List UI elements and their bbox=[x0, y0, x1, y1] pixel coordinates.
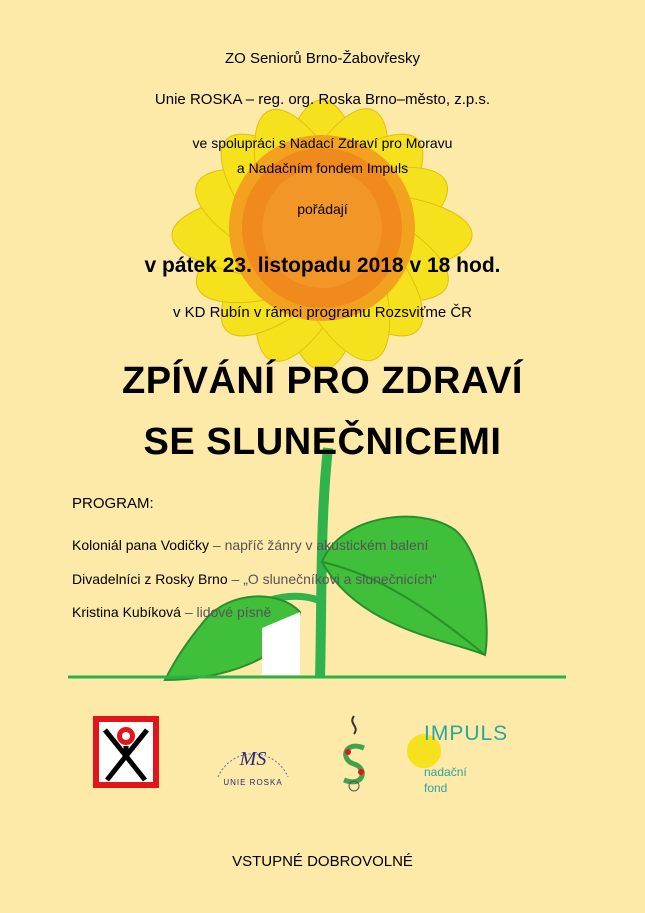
program-item bbox=[72, 571, 437, 587]
organizer-line-2: Unie ROSKA – reg. org. Roska Brno–město, z.p.s. bbox=[154, 91, 491, 108]
roska-emblem-icon bbox=[93, 716, 159, 788]
program-description: – lidové písně bbox=[180, 604, 272, 620]
program-heading: PROGRAM: bbox=[72, 495, 154, 512]
event-date: v pátek 23. listopadu 2018 v 18 hod. bbox=[144, 254, 501, 277]
organizer-line-1: ZO Seniorů Brno-Žabovřesky bbox=[224, 50, 421, 67]
unie-roska-text: UNIE ROSKA bbox=[223, 778, 283, 787]
organize-verb: pořádají bbox=[297, 201, 348, 217]
event-venue: v KD Rubín v rámci programu Rozsviťme ČR bbox=[172, 304, 473, 321]
program-performer: Koloniál pana Vodičky bbox=[72, 537, 209, 553]
event-title-line-2: SE SLUNEČNICEMI bbox=[143, 421, 502, 463]
program-performer: Divadelníci z Rosky Brno bbox=[72, 571, 228, 587]
nadace-s-icon bbox=[334, 714, 374, 792]
ms-logo-text: MS bbox=[239, 748, 267, 770]
cooperation-line-2: a Nadačním fondem Impuls bbox=[236, 160, 409, 176]
program-description: – „O slunečníkovi a slunečnicích“ bbox=[227, 571, 437, 587]
entry-note: VSTUPNÉ DOBROVOLNÉ bbox=[232, 853, 413, 870]
unie-roska-logo bbox=[210, 717, 296, 789]
program-item bbox=[72, 537, 428, 553]
program-item bbox=[72, 604, 271, 620]
cooperation-line-1: ve spolupráci s Nadací Zdraví pro Moravu bbox=[192, 135, 453, 151]
event-title-line-1: ZPÍVÁNÍ PRO ZDRAVÍ bbox=[122, 360, 523, 402]
program-performer: Kristina Kubíková bbox=[72, 604, 181, 620]
impuls-subtitle-1: nadační bbox=[424, 765, 467, 779]
program-description: – napříč žánry v akustickém balení bbox=[209, 537, 429, 553]
impuls-logo-text: IMPULS bbox=[424, 722, 509, 745]
impuls-subtitle-2: fond bbox=[424, 781, 448, 795]
